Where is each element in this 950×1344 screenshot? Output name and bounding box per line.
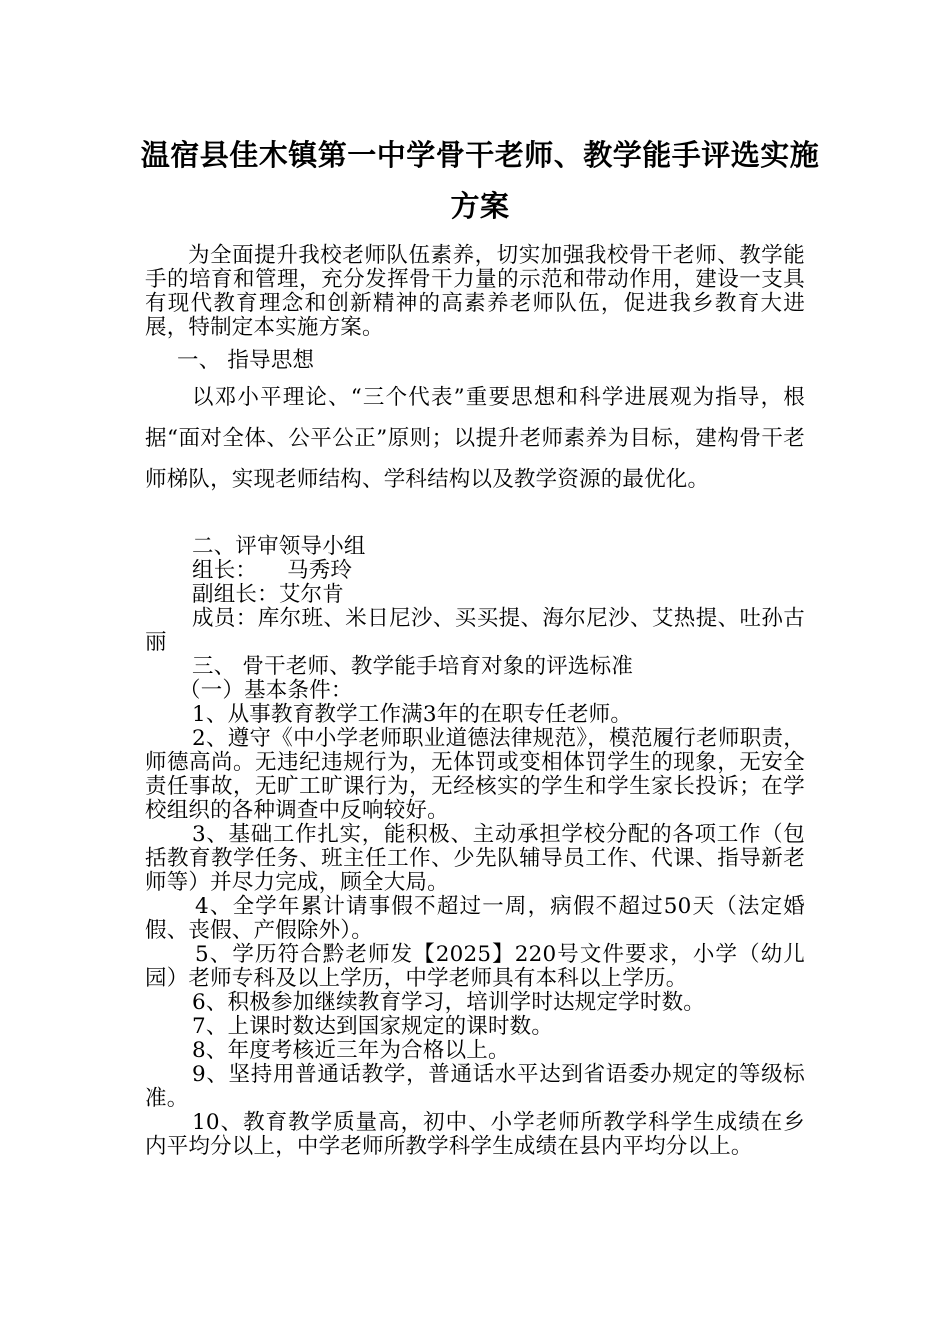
section3-heading: 三、 骨干老师、教学能手培育对象的评选标准: [192, 654, 634, 679]
main-block: [145, 535, 805, 1159]
criteria-item-2: 2、遵守《中小学老师职业道德法律规范》，模范履行老师职责，师德高尚。无违纪违规行为，无体罚或变相体罚学生的现象，无安全责任事故，无旷工旷课行为，无经核实的学生和学生家长投诉；在学校组织的各种调查中反响较好。: [145, 726, 805, 823]
section1-heading-block: [145, 349, 805, 373]
deputy-name: 艾尔肯: [278, 582, 344, 607]
criteria-item-9: 9、坚持用普通话教学，普通话水平达到省语委办规定的等级标准。: [145, 1062, 805, 1111]
section1-heading: 一、 指导思想: [177, 348, 315, 373]
criteria-item-5: 5、学历符合黔老师发【2025】220号文件要求，小学（幼儿园）老师专科及以上学历，中学老师具有本科以上学历。: [145, 942, 805, 991]
criteria-item-10: 10、教育教学质量高，初中、小学老师所教学科学生成绩在乡内平均分以上，中学老师所教学科学生成绩在县内平均分以上。: [145, 1110, 805, 1159]
deputy-label: 副组长：: [192, 582, 279, 607]
document-title-line2: 方案: [450, 189, 510, 223]
deputy-line: [145, 583, 805, 607]
members-line: 成员：库尔班、米日尼沙、买买提、海尔尼沙、艾热提、吐孙古丽: [145, 606, 805, 655]
section1-body: 以邓小平理论、“三个代表”重要思想和科学进展观为指导，根据“面对全体、公平公正”原则；以提升老师素养为目标，建构骨干老师梯队，实现老师结构、学科结构以及教学资源的最优化。: [145, 385, 805, 492]
leader-name: 马秀玲: [287, 558, 353, 583]
intro-block: [145, 244, 805, 340]
leader-line: [145, 559, 805, 583]
criteria-item-4: 4、全学年累计请事假不超过一周，病假不超过50天（法定婚假、丧假、产假除外）。: [145, 894, 805, 943]
intro-paragraph: 为全面提升我校老师队伍素养，切实加强我校骨干老师、教学能手的培育和管理，充分发挥骨干力量的示范和带动作用，建设一支具有现代教育理念和创新精神的高素养老师队伍，促进我乡教育大进展，特制定本实施方案。: [145, 243, 805, 340]
section2-heading: 二、评审领导小组: [192, 534, 366, 559]
criteria-item-7: 7、上课时数达到国家规定的课时数。: [192, 1014, 554, 1039]
section1-body-block: [145, 377, 805, 500]
criteria-item-6: 6、积极参加继续教育学习，培训学时达规定学时数。: [192, 990, 705, 1015]
criteria-item-1: 1、从事教育教学工作满3年的在职专任老师。: [192, 702, 633, 727]
criteria-item-8: 8、年度考核近三年为合格以上。: [192, 1038, 510, 1063]
subsection-heading: （一）基本条件：: [179, 678, 353, 703]
criteria-item-3: 3、基础工作扎实，能积极、主动承担学校分配的各项工作（包括教育教学任务、班主任工作、少先队辅导员工作、代课、指导新老师等）并尽力完成，顾全大局。: [145, 822, 805, 895]
document-title-line1: 温宿县佳木镇第一中学骨干老师、教学能手评选实施: [140, 138, 820, 172]
leader-label: 组长：: [192, 558, 258, 583]
